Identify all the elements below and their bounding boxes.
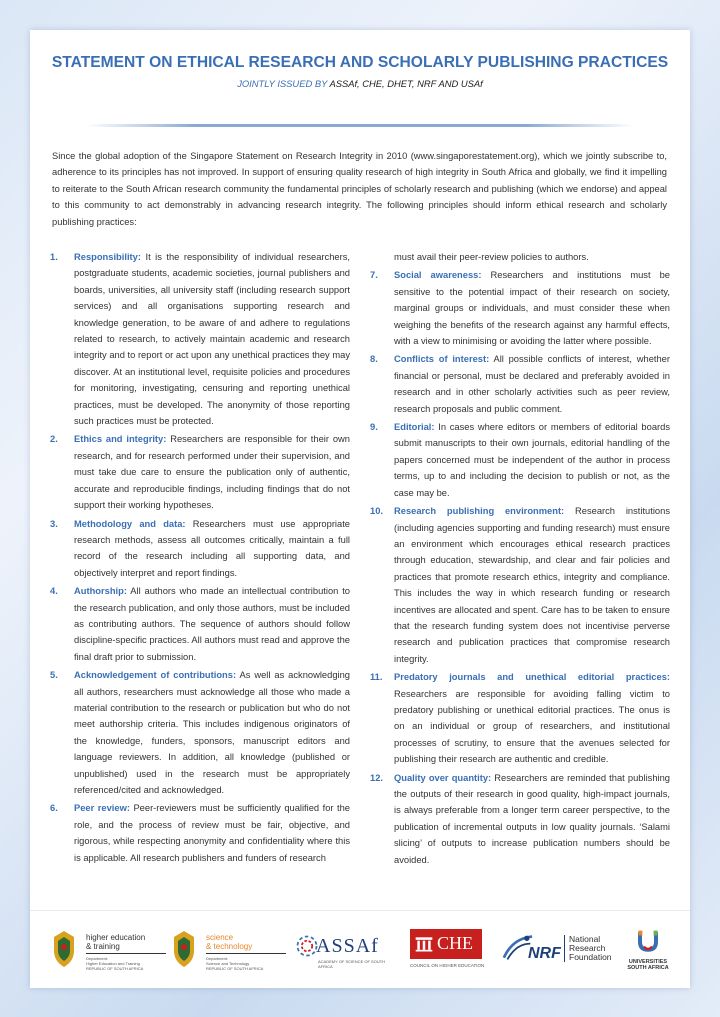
principle-item xyxy=(370,419,670,501)
nrf-name-line2: Research xyxy=(569,943,606,953)
dst-small2: Science and Technology xyxy=(206,961,250,966)
principle-text: As well as acknowledging all authors, researchers must acknowledge all those who made a material contribution to the research or publication but who do not meet authorship criteria. This includes indigenous originators of the knowledge, funders, sponsors, manuscript editors and language reviewers. In addition, all knowledge (published or unpublished) used in the research must be appropriately referenced/cited and acknowledged. xyxy=(74,670,350,795)
che-building-icon xyxy=(414,934,434,954)
nrf-name-line1: National xyxy=(569,934,601,944)
dhet-small2: Higher Education and Training xyxy=(86,961,140,966)
principle-item xyxy=(50,516,350,582)
principle-text: Peer-reviewers must be sufficiently qualified for the role, and the process of review must be fair, objective, and rigorous, while respecting anonymity and confidentiality where this is applicable. All research publishers and funders of research xyxy=(74,803,350,863)
che-small: COUNCIL ON HIGHER EDUCATION xyxy=(410,963,485,968)
principle-term: Methodology and data: xyxy=(74,518,186,529)
dhet-name-line1: higher education xyxy=(86,933,146,942)
principle-number: 2. xyxy=(50,434,58,445)
right-column xyxy=(370,249,670,868)
usaf-logo xyxy=(620,929,676,973)
coat-of-arms-icon xyxy=(170,929,198,969)
principle-number: 1. xyxy=(50,252,58,262)
header-divider xyxy=(86,124,634,127)
principle-text: All authors who made an intellectual contribution to the research publication, and only those authors, must be included as contributing authors. The sequence of authors should follow discipline-specific practices. All authors must read and approve the final draft prior to submission. xyxy=(74,586,350,662)
principle-item xyxy=(50,249,350,429)
dst-small3: REPUBLIC OF SOUTH AFRICA xyxy=(206,966,264,971)
dhet-small1: Department: xyxy=(86,956,109,961)
principle-number: 6. xyxy=(50,803,58,814)
nrf-logo xyxy=(500,929,610,973)
principle-term: Ethics and integrity: xyxy=(74,434,167,445)
principle-continuation: must avail their peer-review policies to authors. xyxy=(394,252,589,262)
coat-of-arms-icon xyxy=(50,929,78,969)
assaf-wordmark: ASSAf xyxy=(316,935,379,957)
nrf-name-line3: Foundation xyxy=(569,952,612,962)
principle-text: Researchers are reminded that publishing the outputs of their research in good quality, high-impact journals, is always preferable from a longer term career perspective, to the publication of incremental outputs in low quality journals. ‘Salami slicing’ of outputs to increase publication numbers should be avoided. xyxy=(394,772,670,865)
page-title: STATEMENT ON ETHICAL RESEARCH AND SCHOLARLY PUBLISHING PRACTICES xyxy=(51,54,669,71)
principle-term: Quality over quantity: xyxy=(394,772,492,783)
principle-item xyxy=(370,351,670,417)
principle-number: 7. xyxy=(370,270,378,281)
subtitle-issuers: ASSAf, CHE, DHET, NRF AND USAf xyxy=(329,78,483,89)
principle-text: Researchers and institutions must be sensitive to the potential impact of their research on society, marginal groups or individuals, and must consider these when weighing the benefits of the research against any harmful effects, with a view to minimising or avoiding the latter where possible. xyxy=(394,270,670,347)
usaf-name-line2: SOUTH AFRICA xyxy=(627,965,669,971)
principle-term: Predatory journals and unethical editorial practices: xyxy=(394,672,670,683)
dhet-name-line2: & training xyxy=(86,942,120,951)
principle-number: 8. xyxy=(370,354,378,365)
partner-logos xyxy=(30,910,690,989)
principle-text: All possible conflicts of interest, whether financial or personal, must be declared and preferably avoided in research and in other scholarly activities such as peer review, research proposals and public comment. xyxy=(394,354,670,414)
dst-logo xyxy=(170,929,280,973)
dhet-small3: REPUBLIC OF SOUTH AFRICA xyxy=(86,966,144,971)
subtitle xyxy=(30,78,690,89)
principle-item xyxy=(50,800,350,866)
principle-text: Research institutions (including agencies supporting and funding research) must ensure an environment which encourages ethical research practices through education, stewardship, and clear and fair policies and practices that promote research ethics, integrity and compliance. This includes the way in which research funding or research incentives are allocated and spent. Care has to be taken to ensure that the research funding system does not incentivise perverse research and publication practices that compromise research integrity. xyxy=(394,506,670,664)
principle-number: 4. xyxy=(50,586,58,597)
che-wordmark: CHE xyxy=(437,933,473,953)
left-column xyxy=(50,249,350,866)
principle-term: Conflicts of interest: xyxy=(394,354,490,365)
principle-text: Researchers are responsible for avoiding falling victim to predatory publishing or unethical editorial practices. The onus is on an individual or group of researchers, and institutional processes of scrutiny, to ensure that the avenues selected for publishing their research are authentic and credible. xyxy=(394,688,670,765)
principle-item xyxy=(370,770,670,868)
principle-term: Editorial: xyxy=(394,422,435,433)
principle-text: It is the responsibility of individual researchers, postgraduate students, academic societies, journal publishers and boards, universities, all university staff (including research support services) and all organisations supporting research and knowledge generation, to be aware of and adhere to regulations related to research, to actively maintain academic and research integrity and to report or act upon any unethical practices they may discover. At an institutional level, requisite policies and procedures for monitoring, investigating, censuring and reporting unethical practices, must be developed. The anonymity of those reporting such practices must be protected. xyxy=(74,252,350,427)
dst-small1: Department: xyxy=(206,956,229,961)
principle-term: Authorship: xyxy=(74,586,127,597)
nrf-wordmark: NRF xyxy=(528,945,561,962)
principle-item xyxy=(370,669,670,767)
dhet-logo xyxy=(50,929,160,973)
principle-text: In cases where editors or members of editorial boards submit manuscripts to their own journals, editorial handling of the papers concerned must be independent of the author in process terms, up to and including the decision to publish or not, as the case may be. xyxy=(394,422,670,498)
principle-text: Researchers are responsible for their own research, and for research performed under their supervision, and must take due care to ensure the publication only of authentic, accurate and reproducible findings, including findings that do not support their working hypotheses. xyxy=(74,434,350,511)
principle-term: Acknowledgement of contributions: xyxy=(74,670,237,681)
principle-number: 11. xyxy=(370,672,383,683)
principle-text: Researchers must use appropriate research methods, assess all outcomes critically, maintain a full record of the research including all supporting data, and objectively interpret and report findings. xyxy=(74,518,350,578)
header xyxy=(30,54,690,89)
dst-name-line2: & technology xyxy=(206,942,253,951)
principle-term: Research publishing environment: xyxy=(394,506,565,517)
principle-term: Peer review: xyxy=(74,803,130,814)
principle-term: Responsibility: xyxy=(74,252,141,262)
principle-number: 5. xyxy=(50,670,58,681)
statement-page xyxy=(30,30,690,988)
principle-item xyxy=(370,503,670,667)
dst-name-line1: science xyxy=(206,933,234,942)
assaf-logo xyxy=(294,929,400,973)
principle-term: Social awareness: xyxy=(394,270,482,281)
principle-number: 10. xyxy=(370,506,383,517)
intro-paragraph: Since the global adoption of the Singapore Statement on Research Integrity in 2010 (www.singaporestatement.org), which we jointly subscribe to, adherence to its principles has not improved. In support of ensuring quality research of high integrity in South Africa and globally, we find it impelling to reiterate to the South African research community the fundamental principles of scholarly research and publishing (which we endorse) and appeal to this community to act demonstrably in advancing research integrity. The following principles should inform ethical research and scholarly publishing practices: xyxy=(52,151,667,227)
subtitle-prefix: JOINTLY ISSUED BY xyxy=(237,78,328,89)
assaf-small: ACADEMY OF SCIENCE OF SOUTH AFRICA xyxy=(318,959,386,969)
principle-number: 9. xyxy=(370,422,378,433)
principle-number: 12. xyxy=(370,772,383,783)
usaf-name-line1: UNIVERSITIES xyxy=(628,959,668,965)
principle-item xyxy=(370,267,670,349)
principle-number: 3. xyxy=(50,518,58,529)
principle-item xyxy=(50,667,350,798)
che-logo xyxy=(410,929,492,973)
principle-item xyxy=(50,431,350,513)
principle-item xyxy=(50,583,350,665)
usaf-u-icon xyxy=(636,929,660,953)
